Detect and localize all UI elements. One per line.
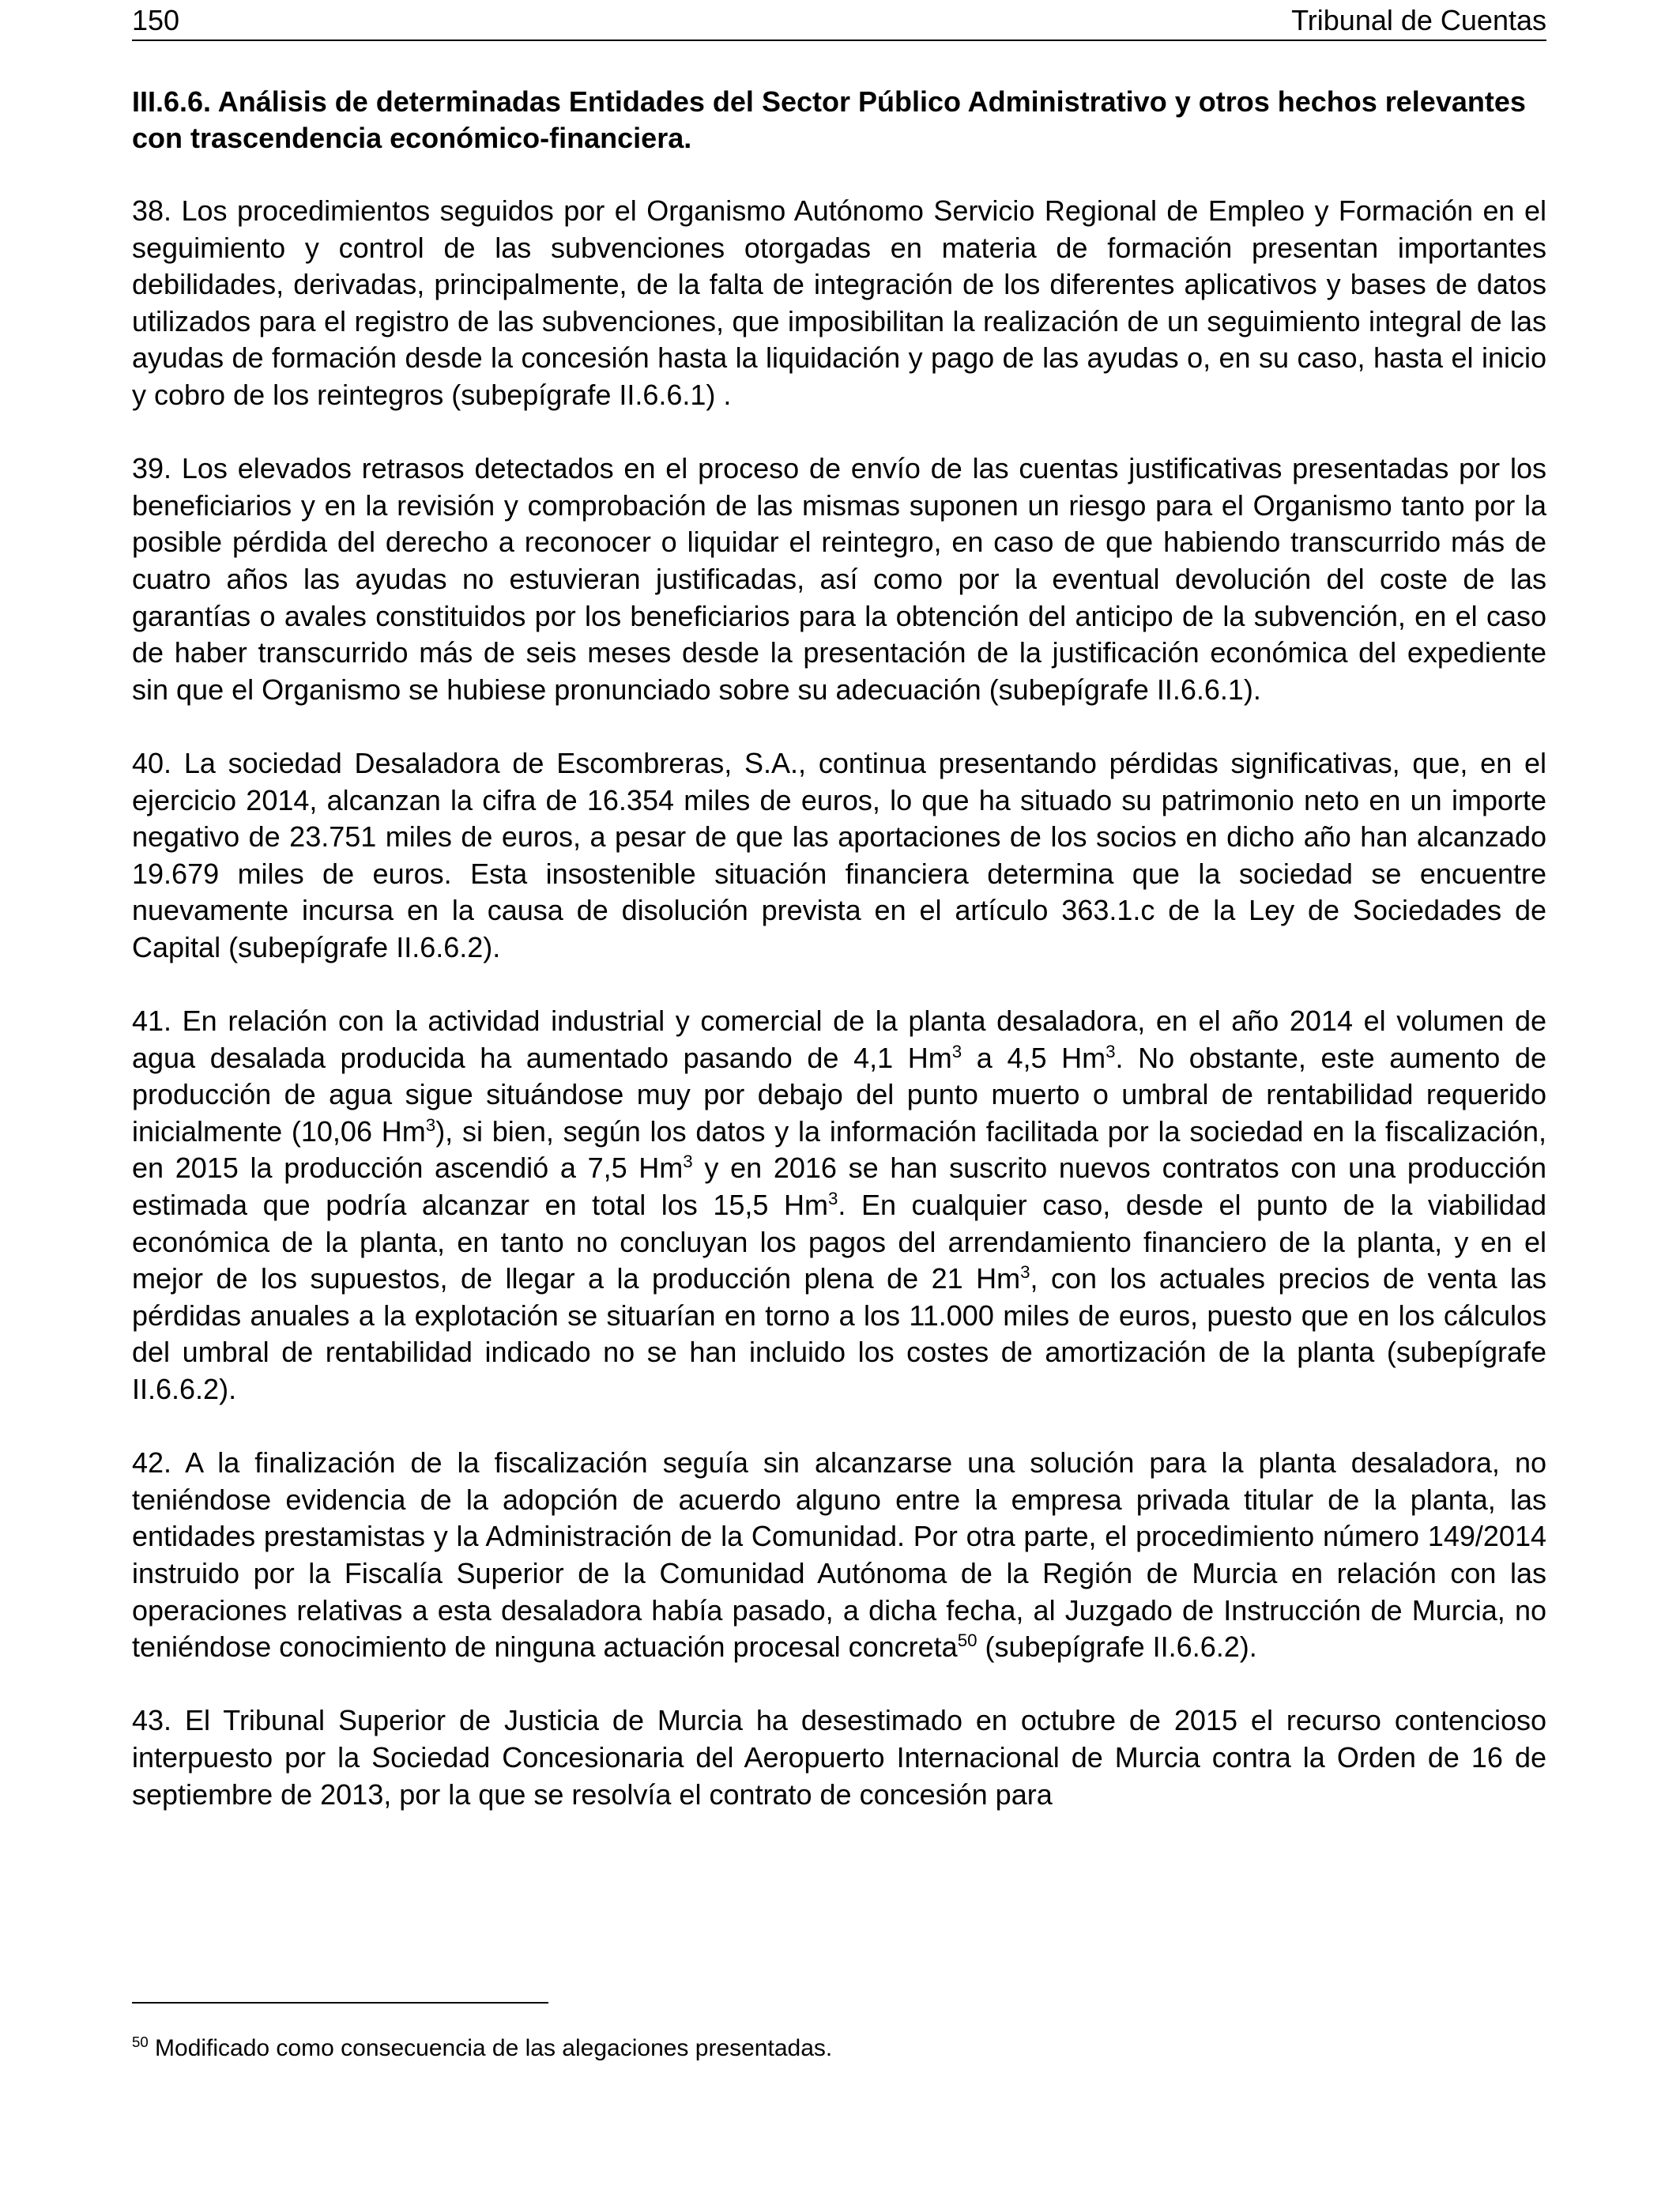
paragraph-41-text: ), si bien, según los datos y la información facilitada por la sociedad en la fiscalización, en 2015 la producción ascendió a 7,5 Hm	[132, 1114, 1546, 1185]
paragraph-41	[132, 1003, 1546, 1408]
paragraph-42-text: 42. A la finalización de la fiscalización seguía sin alcanzarse una solución para la planta desaladora, no teniéndose evidencia de la adopción de acuerdo alguno entre la empresa privada titular de la planta, las entidades prestamistas y la Administración de la Comunidad. Por otra parte, el procedimiento número 149/2014 instruido por la Fiscalía Superior de la Comunidad Autónoma de la Región de Murcia en relación con las operaciones relativas a esta desaladora había pasado, a dicha fecha, al Juzgado de Instrucción de Murcia, no teniéndose conocimiento de ninguna actuación procesal concreta	[132, 1446, 1546, 1664]
publication-title: Tribunal de Cuentas	[1291, 4, 1546, 36]
cubic-exponent: 3	[951, 1041, 962, 1061]
paragraph-41-text: 41. En relación con la actividad industrial y comercial de la planta desaladora, en el año 2014 el volumen de agua desalada producida ha aumentado pasando de 4,1 Hm	[132, 1005, 1546, 1074]
footnote-text: Modificado como consecuencia de las alegaciones presentadas.	[148, 2035, 833, 2061]
page-header	[132, 3, 1546, 41]
cubic-exponent: 3	[1106, 1041, 1116, 1061]
paragraph-41-text: , con los actuales precios de venta las pérdidas anuales a la explotación se situarían en torno a los 11.000 miles de euros, puesto que en los cálculos del umbral de rentabilidad indicado no se han incluido los costes de amortización de la planta (subepígrafe II.6.6.2).	[132, 1262, 1546, 1405]
paragraph-41-text: . No obstante, este aumento de producción de agua sigue situándose muy por debajo del punto muerto o umbral de rentabilidad requerido inicialmente (10,06 Hm	[132, 1041, 1546, 1148]
body-text	[132, 193, 1546, 1850]
footnote-number: 50	[132, 2034, 149, 2050]
cubic-exponent: 3	[425, 1114, 436, 1135]
paragraph-42	[132, 1445, 1546, 1666]
footnote-separator	[132, 2002, 548, 2004]
paragraph-41-text: . En cualquier caso, desde el punto de la viabilidad económica de la planta, en tanto no concluyan los pagos del arrendamiento financiero de la planta, y en el mejor de los supuestos, de llegar a la producción plena de 21 Hm	[132, 1189, 1546, 1295]
paragraph-40: 40. La sociedad Desaladora de Escombreras, S.A., continua presentando pérdidas significativas, que, en el ejercicio 2014, alcanzan la cifra de 16.354 miles de euros, lo que ha situado su patrimonio neto en un importe negativo de 23.751 miles de euros, a pesar de que las aportaciones de los socios en dicho año han alcanzado 19.679 miles de euros. Esta insostenible situación financiera determina que la sociedad se encuentre nuevamente incursa en la causa de disolución prevista en el artículo 363.1.c de la Ley de Sociedades de Capital (subepígrafe II.6.6.2).	[132, 746, 1546, 963]
cubic-exponent: 3	[683, 1152, 693, 1172]
footnote-reference[interactable]: 50	[957, 1630, 977, 1651]
footnote	[132, 2033, 1546, 2064]
paragraph-43: 43. El Tribunal Superior de Justicia de Murcia ha desestimado en octubre de 2015 el recurso contencioso interpuesto por la Sociedad Concesionaria del Aeropuerto Internacional de Murcia contra la Orden de 16 de septiembre de 2013, por la que se resolvía el contrato de concesión para	[132, 1704, 1546, 1811]
section-heading: III.6.6. Análisis de determinadas Entidades del Sector Público Administrativo y otros hechos relevantes con trascendencia económico-financiera.	[132, 85, 1526, 154]
page-number: 150	[132, 4, 180, 36]
paragraph-39: 39. Los elevados retrasos detectados en el proceso de envío de las cuentas justificativas presentadas por los beneficiarios y en la revisión y comprobación de las mismas suponen un riesgo para el Organismo tanto por la posible pérdida del derecho a reconocer o liquidar el reintegro, en caso de que habiendo transcurrido más de cuatro años las ayudas no estuvieran justificadas, así como por la eventual devolución del coste de las garantías o avales constituidos por los beneficiarios para la obtención del anticipo de la subvención, en el caso de haber transcurrido más de seis meses desde la presentación de la justificación económica del expediente sin que el Organismo se hubiese pronunciado sobre su adecuación (subepígrafe II.6.6.1).	[132, 452, 1546, 706]
paragraph-41-text: a 4,5 Hm	[962, 1041, 1106, 1074]
cubic-exponent: 3	[1020, 1262, 1030, 1283]
cubic-exponent: 3	[827, 1189, 838, 1209]
paragraph-38: 38. Los procedimientos seguidos por el Organismo Autónomo Servicio Regional de Empleo y Formación en el seguimiento y control de las subvenciones otorgadas en materia de formación presentan importantes debilidades, derivadas, principalmente, de la falta de integración de los diferentes aplicativos y bases de datos utilizados para el registro de las subvenciones, que imposibilitan la realización de un seguimiento integral de las ayudas de formación desde la concesión hasta la liquidación y pago de las ayudas o, en su caso, hasta el inicio y cobro de los reintegros (subepígrafe II.6.6.1) .	[132, 194, 1546, 411]
paragraph-41-text: y en 2016 se han suscrito nuevos contratos con una producción estimada que podría alcanzar en total los 15,5 Hm	[132, 1152, 1547, 1222]
paragraph-42-text: (subepígrafe II.6.6.2).	[977, 1630, 1257, 1664]
